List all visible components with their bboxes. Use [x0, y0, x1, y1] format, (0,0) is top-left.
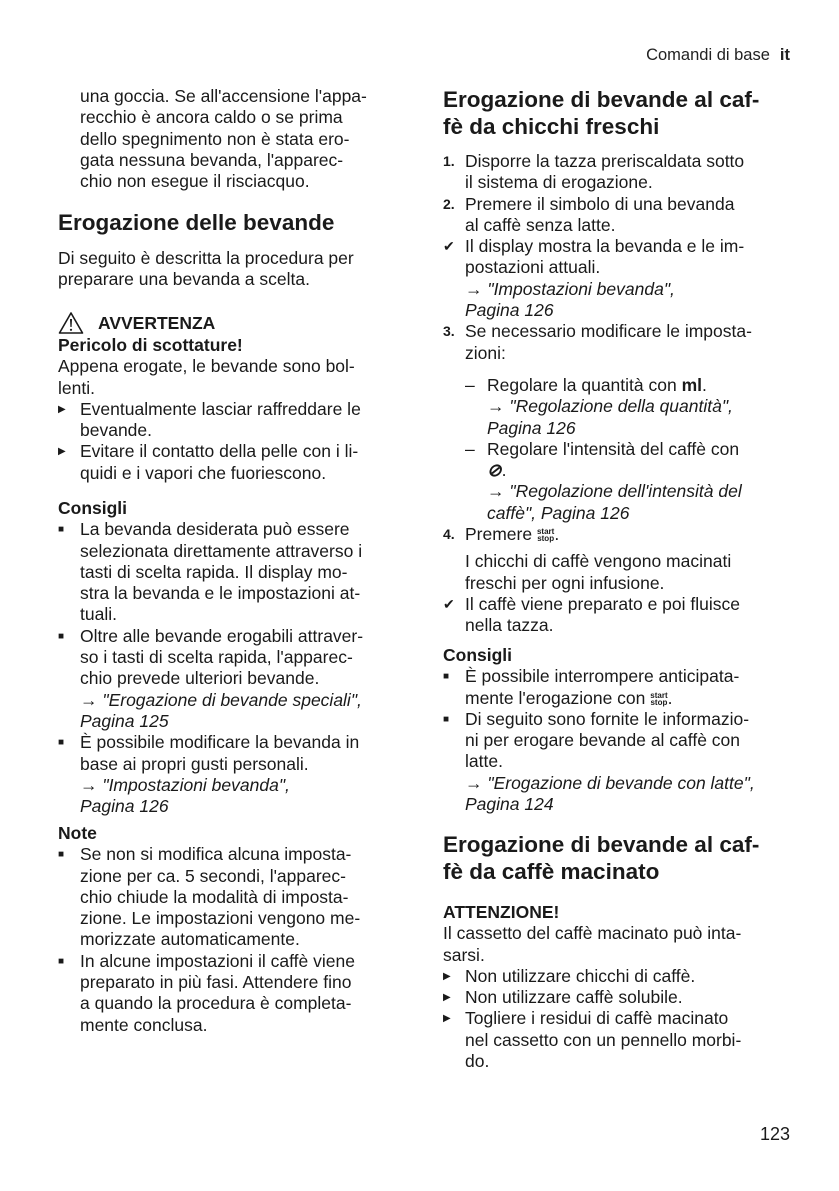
tips-title: Consigli: [443, 645, 513, 665]
warning-subtitle: Pericolo di scottature!: [58, 335, 243, 355]
step-item: 3. Se necessario modificare le imposta- zioni: – Regolare la quantità con ml. → "Regolazione della quantità", Pagina 126 – Regolare l'intensità del caffè con ⊘. → "Regolazione dell'intensità del caffè", Pagina 126: [443, 321, 752, 523]
bullet-triangle-icon: ▶: [443, 970, 451, 982]
attention-title: ATTENZIONE!: [443, 902, 560, 922]
page-header: [646, 46, 790, 65]
result-item: ✔ Il display mostra la bevanda e le im- postazioni attuali. → "Impostazioni bevanda", Pagina 126: [443, 236, 752, 321]
cross-reference: → "Erogazione di bevande speciali",: [80, 689, 362, 710]
step-item: 4. Premere start stop. I chicchi di caffè vengono macinati freschi per ogni infusione.: [443, 524, 732, 593]
list-item: ▶ Togliere i residui di caffè macinato nel cassetto con un pennello morbi- do.: [443, 1008, 742, 1072]
list-item: ■ In alcune impostazioni il caffè viene preparato in più fasi. Attendere fino a quando la procedura è completa- mente conclusa.: [58, 950, 355, 1035]
notes-title: Note: [58, 823, 97, 843]
bullet-triangle-icon: ▶: [443, 1013, 451, 1025]
language-code: it: [779, 46, 790, 64]
section-title: Comandi di base: [646, 46, 770, 64]
step-item: 2. Premere il simbolo di una bevanda al caffè senza latte.: [443, 193, 735, 235]
tips-block-right: [443, 645, 755, 815]
page-number: 123: [759, 1124, 790, 1144]
step-item: 1. Disporre la tazza preriscaldata sotto il sistema di erogazione.: [443, 151, 745, 193]
list-item: ▶ Eventualmente lasciar raffreddare le bevande.: [58, 398, 361, 441]
cross-reference: → "Impostazioni bevanda",: [80, 774, 290, 795]
list-item: ▶ Evitare il contatto della pelle con i li- quidi e i vapori che fuoriescono.: [58, 441, 359, 483]
list-item: ■ È possibile interrompere anticipata- mente l'erogazione con start stop.: [443, 666, 740, 708]
start-stop-icon: start stop: [650, 690, 668, 707]
tips-block: [58, 498, 363, 817]
section-heading-beans: Erogazione di bevande al caf- fè da chicchi freschi: [443, 87, 760, 139]
section-description: Di seguito è descritta la procedura per preparare una bevanda a scelta.: [58, 248, 354, 290]
bullet-square-icon: ■: [443, 713, 450, 725]
warning-triangle-icon: [58, 311, 84, 335]
result-item: ✔ Il caffè viene preparato e poi fluisce nella tazza.: [443, 593, 740, 636]
bullet-square-icon: ■: [58, 630, 65, 642]
warning-header: [58, 311, 361, 335]
bullet-square-icon: ■: [58, 955, 65, 967]
sub-item: – Regolare la quantità con ml. → "Regolazione della quantità", Pagina 126: [465, 375, 752, 439]
bullet-triangle-icon: ▶: [58, 403, 66, 415]
section-heading-ground: Erogazione di bevande al caf- fè da caffè macinato: [443, 832, 760, 884]
checkmark-icon: ✔: [443, 238, 455, 255]
section-heading: Erogazione delle bevande: [58, 210, 335, 235]
cross-reference: → "Regolazione dell'intensità del: [487, 481, 742, 502]
checkmark-icon: ✔: [443, 595, 455, 612]
dash-bullet: –: [465, 374, 475, 395]
notes-block: [58, 823, 360, 1036]
bullet-square-icon: ■: [58, 737, 65, 749]
warning-box: AVVERTENZA Pericolo di scottature! Appena erogate, le bevande sono bol- lenti. ▶ Eventualmente lasciar raffreddare le bevande. ▶ Evitare il contatto della pelle con i li- quidi e i vapori che fuoriescono.: [58, 312, 361, 483]
bullet-square-icon: ■: [58, 524, 65, 536]
bullet-triangle-icon: ▶: [443, 992, 451, 1004]
list-item: ■ È possibile modificare la bevanda in base ai propri gusti personali. → "Impostazioni bevanda", Pagina 126: [58, 732, 363, 817]
intro-paragraph: una goccia. Se all'accensione l'appa- recchio è ancora caldo o se prima dello spegnimento non è stata ero- gata nessuna bevanda, l'apparec- chio non esegue il risciacquo.: [80, 86, 367, 192]
list-item: ■ Oltre alle bevande erogabili attraver- so i tasti di scelta rapida, l'apparec- chio prevede ulteriori bevande. → "Erogazione di bevande speciali", Pagina 125: [58, 625, 364, 731]
cross-reference: → "Impostazioni bevanda",: [465, 278, 675, 299]
attention-box: ATTENZIONE! Il cassetto del caffè macinato può inta- sarsi. ▶ Non utilizzare chicchi di caffè. ▶ Non utilizzare caffè solubile. ▶ Togliere i residui di caffè macinato nel cassetto con un pennello morbi- do.: [443, 902, 742, 1072]
cross-reference: → "Erogazione di bevande con latte",: [465, 772, 755, 793]
list-item: ▶ Non utilizzare caffè solubile.: [443, 987, 683, 1008]
list-item: ■ La bevanda desiderata può essere selezionata direttamente attraverso i tasti di scelta rapida. Il display mo- stra la bevanda e le impostazioni at- tuali.: [58, 519, 363, 625]
ml-symbol: ml: [681, 374, 703, 395]
list-item: ■ Se non si modifica alcuna imposta- zione per ca. 5 secondi, l'apparec- chio chiude la modalità di imposta- zione. Le impostazioni vengono me- morizzate automaticamente.: [58, 844, 361, 950]
warning-title: AVVERTENZA: [98, 312, 216, 333]
sub-item: – Regolare l'intensità del caffè con ⊘. → "Regolazione dell'intensità del caffè", Pagina 126: [465, 439, 752, 524]
tips-title: Consigli: [58, 498, 128, 518]
bullet-square-icon: ■: [443, 671, 450, 683]
list-item: ▶ Non utilizzare chicchi di caffè.: [443, 965, 696, 986]
steps-list: [443, 151, 752, 637]
start-stop-icon: start stop: [536, 527, 555, 544]
list-item: ■ Di seguito sono fornite le informazio- ni per erogare bevande al caffè con latte. → "Erogazione di bevande con latte", Pagina 124: [443, 708, 755, 815]
bullet-square-icon: ■: [58, 849, 65, 861]
bullet-triangle-icon: ▶: [58, 446, 66, 458]
dash-bullet: –: [465, 438, 475, 459]
cross-reference: → "Regolazione della quantità",: [487, 396, 733, 417]
strength-icon: ⊘: [487, 460, 502, 481]
